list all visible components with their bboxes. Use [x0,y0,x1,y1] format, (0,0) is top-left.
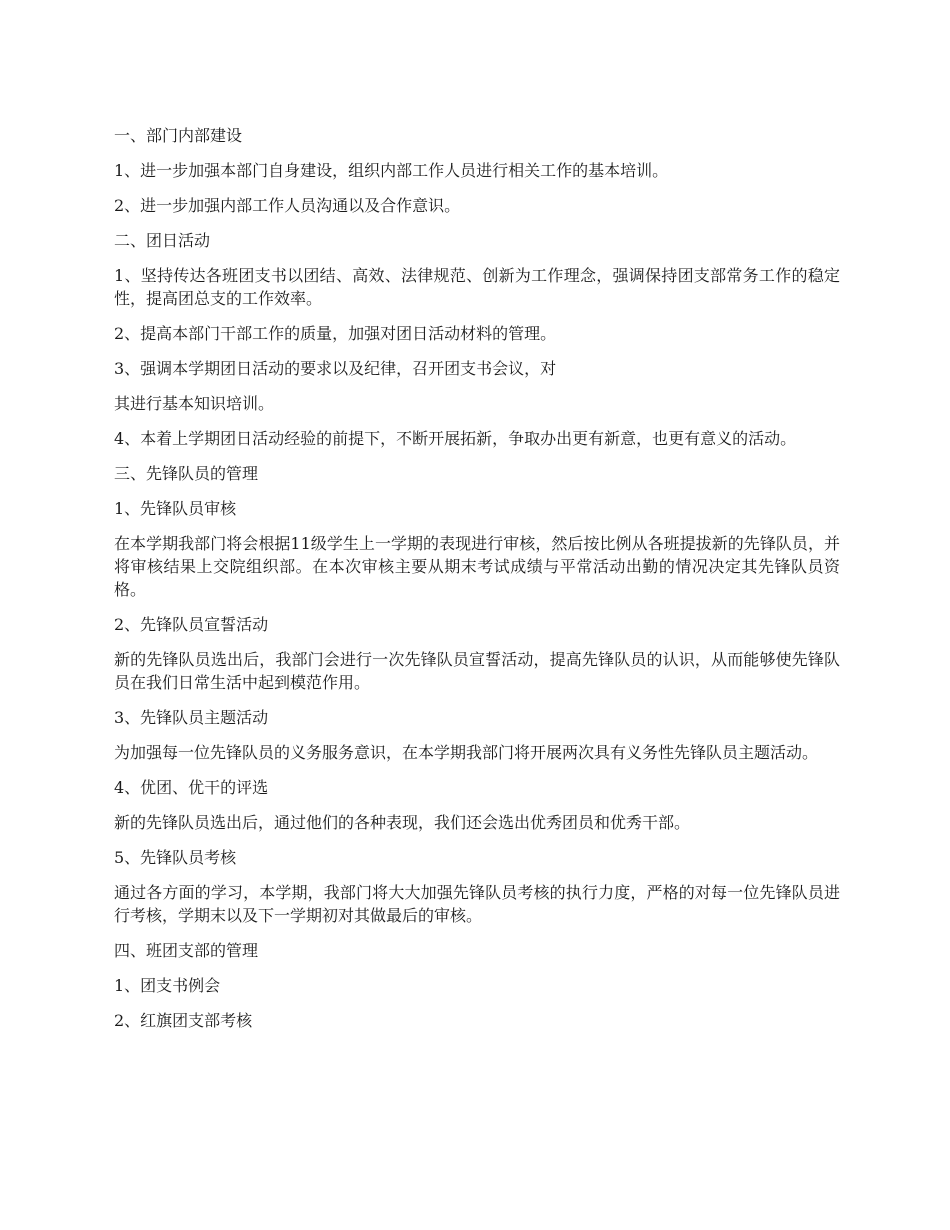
section-heading-pioneer-management: 三、先锋队员的管理 [114,464,259,483]
paragraph: 其进行基本知识培训。 [114,394,275,413]
subheading: 2、红旗团支部考核 [114,1011,253,1030]
section-heading-class-branch-management: 四、班团支部的管理 [114,941,259,960]
subheading: 1、团支书例会 [114,976,221,995]
paragraph: 2、提高本部门干部工作的质量，加强对团日活动材料的管理。 [114,324,557,343]
paragraph: 1、进一步加强本部门自身建设，组织内部工作人员进行相关工作的基本培训。 [114,161,669,180]
paragraph: 为加强每一位先锋队员的义务服务意识，在本学期我部门将开展两次具有义务性先锋队员主题活动。 [114,743,819,762]
paragraph: 3、强调本学期团日活动的要求以及纪律，召开团支书会议，对 [114,359,557,378]
paragraph: 通过各方面的学习，本学期，我部门将大大加强先锋队员考核的执行力度，严格的对每一位先锋队员进行考核，学期末以及下一学期初对其做最后的审核。 [114,883,840,925]
document-body [114,124,840,1044]
paragraph: 1、坚持传达各班团支书以团结、高效、法律规范、创新为工作理念，强调保持团支部常务工作的稳定性，提高团总支的工作效率。 [114,266,840,308]
section-heading-internal-construction: 一、部门内部建设 [114,126,243,145]
subheading: 1、先锋队员审核 [114,499,237,518]
section-heading-league-day: 二、团日活动 [114,231,211,250]
subheading: 3、先锋队员主题活动 [114,708,269,727]
paragraph: 4、本着上学期团日活动经验的前提下，不断开展拓新，争取办出更有新意，也更有意义的活动。 [114,429,797,448]
paragraph: 2、进一步加强内部工作人员沟通以及合作意识。 [114,196,461,215]
subheading: 2、先锋队员宣誓活动 [114,615,269,634]
paragraph: 在本学期我部门将会根据11级学生上一学期的表现进行审核，然后按比例从各班提拔新的先锋队员，并将审核结果上交院组织部。在本次审核主要从期末考试成绩与平常活动出勤的情况决定其先锋队员资格。 [114,534,840,599]
paragraph: 新的先锋队员选出后，我部门会进行一次先锋队员宣誓活动，提高先锋队员的认识，从而能够使先锋队员在我们日常生活中起到模范作用。 [114,650,840,692]
paragraph: 新的先锋队员选出后，通过他们的各种表现，我们还会选出优秀团员和优秀干部。 [114,813,691,832]
subheading: 5、先锋队员考核 [114,848,237,867]
subheading: 4、优团、优干的评选 [114,778,269,797]
